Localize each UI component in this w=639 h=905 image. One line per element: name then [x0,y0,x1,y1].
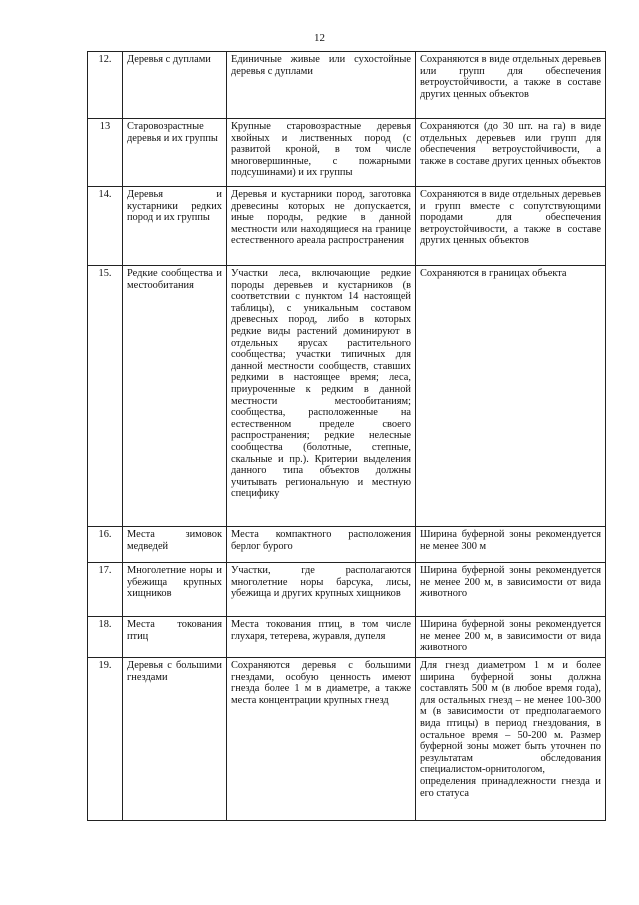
object-name: Деревья с большими гнездами [123,658,227,821]
table-row [88,187,606,266]
protection-measure: Сохраняются в границах объекта [416,266,606,527]
protection-measure: Ширина буферной зоны рекомендуется не менее 200 м, в зависимости от вида животного [416,617,606,658]
row-number: 13 [88,119,123,187]
table-row [88,563,606,617]
row-number: 19. [88,658,123,821]
object-name: Старовозрастные деревья и их группы [123,119,227,187]
protection-measure: Для гнезд диаметром 1 м и более ширина буферной зоны должна составлять 500 м (в любое время года), для остальных гнезд – не менее 100-300 м (в зависимости от предполагаемого вида птицы) в период гнездования, в остальное время – 50-200 м. Размер буферной зоны может быть уточнен по результатам обследования специалистом-орнитологом, определения принадлежности гнезда и его статуса [416,658,606,821]
table-row [88,617,606,658]
row-number: 16. [88,527,123,563]
protection-measure: Ширина буферной зоны рекомендуется не менее 300 м [416,527,606,563]
object-description: Места компактного расположения берлог бурого [227,527,416,563]
table-row [88,658,606,821]
object-description: Сохраняются деревья с большими гнездами, особую ценность имеют гнезда более 1 м в диаметре, а также места концентрации крупных гнезд [227,658,416,821]
row-number: 15. [88,266,123,527]
object-description: Деревья и кустарники пород, заготовка древесины которых не допускается, иные породы, редкие в данной местности или находящиеся на границе естественного ареала распространения [227,187,416,266]
row-number: 18. [88,617,123,658]
table-row [88,266,606,527]
object-description: Крупные старовозрастные деревья хвойных и лиственных пород (с развитой кроной, в том числе многовершинные, с пожарными подсушинами) и их группы [227,119,416,187]
protection-measure: Сохраняются в виде отдельных деревьев и групп вместе с сопутствующими породами для обеспечения ветроустойчивости, а также в составе других ценных объектов [416,187,606,266]
object-description: Участки леса, включающие редкие породы деревьев и кустарников (в соответствии с пунктом 14 настоящей таблицы), с уникальным составом древесных пород, либо в которых редкие виды растений доминируют в отдельных ярусах растительного сообщества; участки типичных для данной местности сообществ, ставших редкими в настоящее время; леса, приуроченные к редким в данной местности местообитаниям; сообщества, расположенные на естественном пределе своего распространения; редкие нелесные сообщества (болотные, степные, скальные и пр.). Критерии выделения данного типа объектов должны учитывать региональную и местную специфику [227,266,416,527]
object-description: Единичные живые или сухостойные деревья с дуплами [227,52,416,119]
object-description: Места токования птиц, в том числе глухаря, тетерева, журавля, дупеля [227,617,416,658]
table-row [88,52,606,119]
row-number: 12. [88,52,123,119]
object-name: Места токования птиц [123,617,227,658]
table-row [88,119,606,187]
object-name: Многолетние норы и убежища крупных хищников [123,563,227,617]
object-name: Редкие сообщества и местообитания [123,266,227,527]
protection-measure: Ширина буферной зоны рекомендуется не менее 200 м, в зависимости от вида животного [416,563,606,617]
object-name: Деревья и кустарники редких пород и их группы [123,187,227,266]
table-row [88,527,606,563]
row-number: 17. [88,563,123,617]
object-name: Деревья с дуплами [123,52,227,119]
page-number: 12 [314,32,325,44]
object-name: Места зимовок медведей [123,527,227,563]
protection-measure: Сохраняются (до 30 шт. на га) в виде отдельных деревьев или групп для обеспечения ветроустойчивости, а также в составе других ценных объектов [416,119,606,187]
object-description: Участки, где располагаются многолетние норы барсука, лисы, убежища и других крупных хищников [227,563,416,617]
protection-measure: Сохраняются в виде отдельных деревьев или групп для обеспечения ветроустойчивости, а также в составе других ценных объектов [416,52,606,119]
objects-table [87,51,606,821]
row-number: 14. [88,187,123,266]
